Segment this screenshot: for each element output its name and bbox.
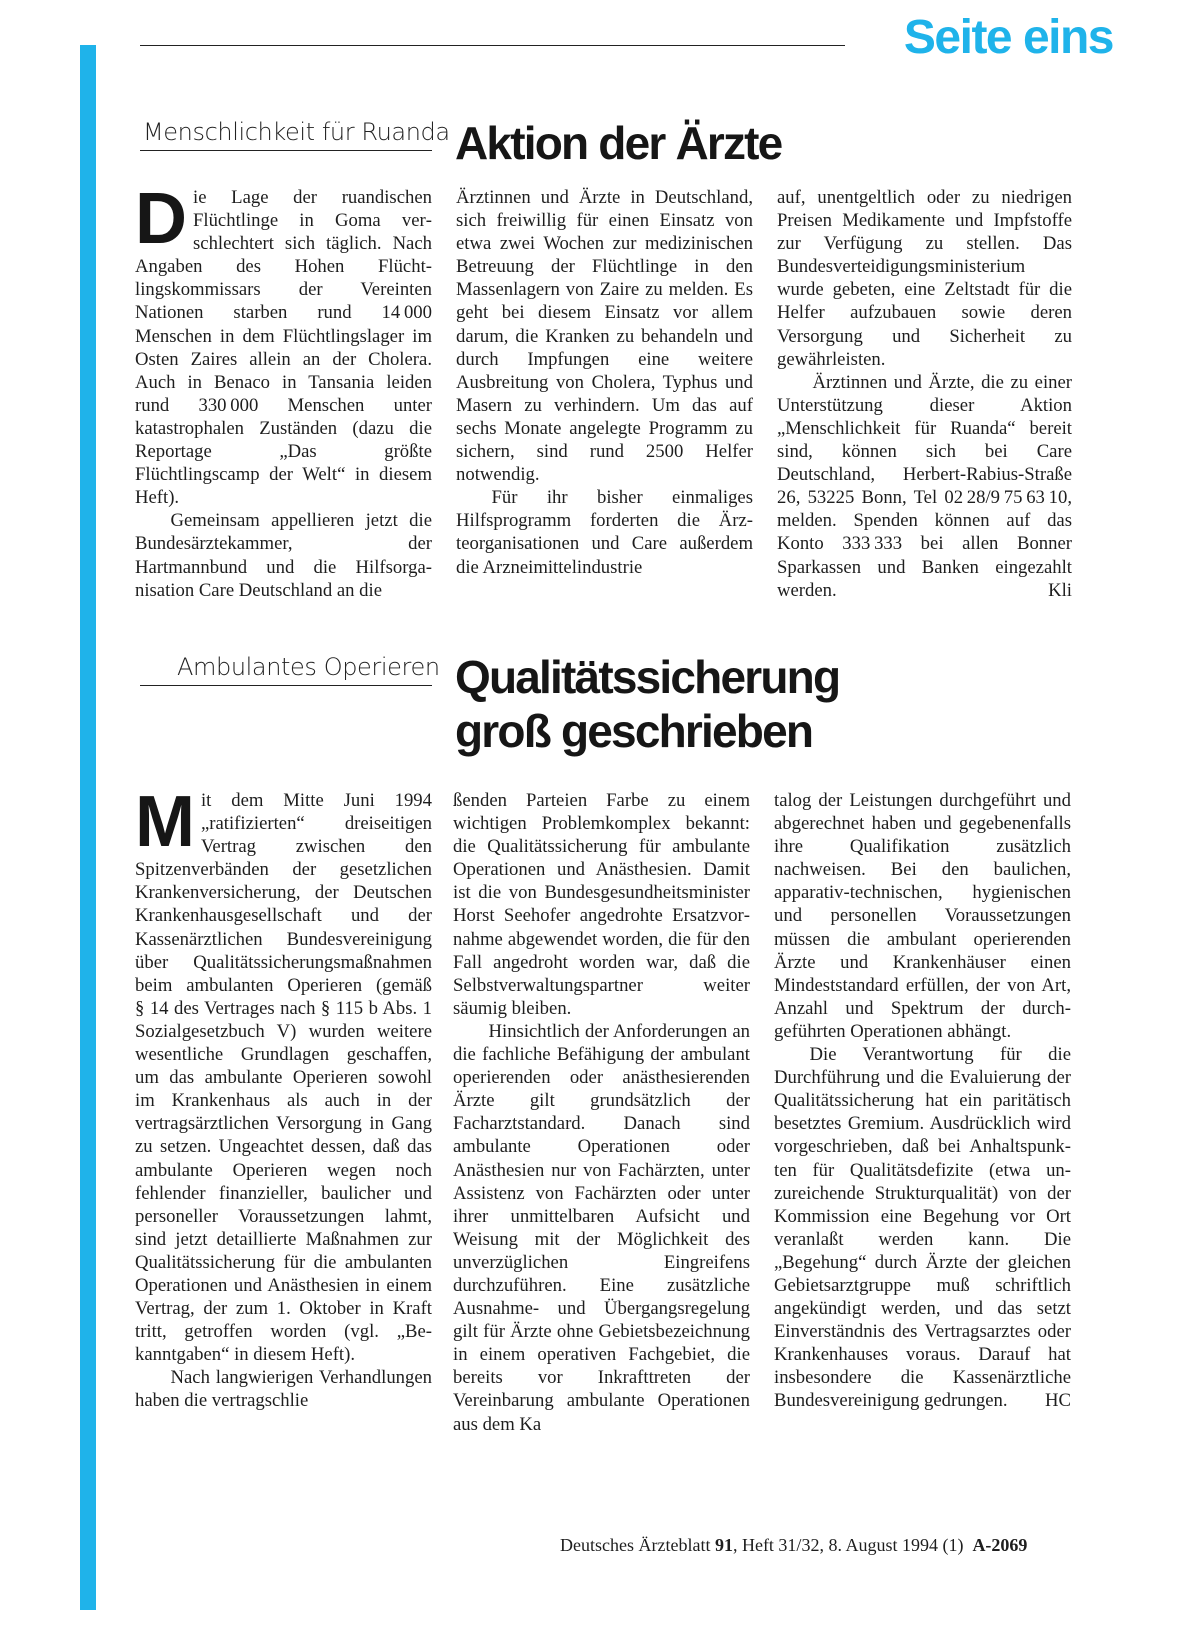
article2-column-1 xyxy=(135,782,432,1413)
paragraph: auf, unentgeltlich oder zu niedrigen Preisen Medikamente und Impfstoffe zur Verfügung zu stellen. Das Bundesverteidigungsministerium wurde gebeten, eine Zeltstadt für die Helfer aufzubauen sowie deren Versorgung und Sicherheit zu gewährleisten. xyxy=(777,187,1072,370)
paragraph xyxy=(777,371,1072,602)
page-title: Seite eins xyxy=(903,11,1113,64)
article2-headline xyxy=(455,650,839,758)
article2-kicker-rule xyxy=(140,685,432,686)
footer-issue: , Heft 31/32, 8. August 1994 (1) xyxy=(732,1535,964,1555)
paragraph: ie Lage der ruandischen Flüchtlinge in Goma verschlechtert sich täglich. Nach Angaben des Hohen Flüchtlingskommissars der Vereinten Nationen starben rund 14 000 Menschen in dem Flüchtlingslager im Osten Zaires allein an der Cholera. Auch in Benaco in Tansania leiden rund 330 000 Menschen unter katastrophalen Zuständen (dazu die Reportage „Das größte Flüchtlingscamp der Welt“ in diesem Heft). xyxy=(135,187,432,509)
paragraph: Hinsichtlich der Anforderungen an die fachliche Befähigung der ambulant operierenden oder anästhesierenden Ärzte gilt grundsätzlich der Facharztstandard. Danach sind ambulante Operationen oder Anästhesien nur von Fachärzten, unter Assistenz von Fachärzten oder unter ihrer unmittelbaren Aufsicht und Weisung mit der Möglichkeit des unverzüglichen Eingreifens durchzuführen. Eine zusätzliche Ausnahme- und Übergangsregelung gilt für Ärzte ohne Gebietsbezeichnung in einem operativen Fachgebiet, die bereits vor Inkrafttreten der Vereinbarung ambulante Operationen aus dem Ka xyxy=(453,1020,750,1435)
paragraph: it dem Mitte Juni 1994 „ratifizierten“ dreiseitigen Vertrag zwischen den Spitzenverbänden der gesetzlichen Krankenversicherung, der Deutschen Krankenhausgesellschaft und der Kassenärztlichen Bundesvereinigung über Qualitätssicherungsmaßnahmen beim ambulanten Operieren (gemäß § 14 des Vertrages nach § 115 b Abs. 1 Sozialgesetzbuch V) wurden weitere wesentliche Grundlagen geschaffen, um das ambulante Operieren sowohl im Krankenhaus als auch in der vertragsärztlichen Versorgung in Gang zu setzen. Ungeachtet dessen, daß das ambulante Operieren wegen noch fehlender finanzieller, baulicher und personeller Voraussetzungen lahmt, sind jetzt detaillierte Maßnahmen zur Qualitätssicherung für die ambulanten Operationen und Anästhesien in einem Vertrag, der zum 1. Oktober in Kraft tritt, getroffen worden (vgl. „Bekanntgaben“ in diesem Heft). xyxy=(135,790,432,1366)
author-signature: Kli xyxy=(1048,579,1072,601)
article1-column-3 xyxy=(777,186,1072,602)
paragraph: Für ihr bisher einmaliges Hilfsprogramm forderten die Ärzteorganisationen und Care außerdem die Arzneimittelindustrie xyxy=(456,487,753,578)
margin-accent-bar xyxy=(80,45,96,1610)
article1-dropcap: D xyxy=(135,179,187,259)
article2-column-2 xyxy=(453,789,750,1436)
article1-kicker: Menschlichkeit für Ruanda xyxy=(143,118,450,146)
footer-page-number: A-2069 xyxy=(972,1535,1028,1555)
paragraph: ßenden Parteien Farbe zu einem wichtigen Problemkomplex bekannt: die Qualitätssicherung für ambulante Operationen und Anästhesien. Damit ist die von Bundesgesundheitsminister Horst Seehofer angedrohte Ersatzvornahme abgewendet worden, die für den Fall angedroht worden war, daß die Selbstverwaltungspartner weiter säumig bleiben. xyxy=(453,790,750,1019)
paragraph: Ärztinnen und Ärzte in Deutschland, sich freiwillig für einen Einsatz von etwa zwei Wochen zur medizinischen Betreuung der Flüchtlinge in den Massenlagern von Zaire zu melden. Es geht bei diesem Einsatz vor allem darum, die Kranken zu behandeln und durch Impfungen eine weitere Ausbreitung von Cholera, Typhus und Masern zu verhindern. Um das auf sechs Monate angelegte Programm zu sichern, sind rund 2500 Helfer notwendig. xyxy=(456,187,753,486)
paragraph: Gemeinsam appellieren jetzt die Bundesärztekammer, der Hartmannbund und die Hilfsorganisation Care Deutschland an die xyxy=(135,510,432,601)
article2-column-3 xyxy=(774,789,1071,1413)
footer-volume: 91 xyxy=(714,1535,733,1555)
author-signature: HC xyxy=(1045,1390,1071,1412)
headline-line: Qualitätssicherung xyxy=(455,651,840,703)
paragraph: Nach langwierigen Verhandlungen haben die vertragschlie xyxy=(135,1367,432,1412)
article1-column-1 xyxy=(135,179,432,602)
footer-journal: Deutsches Ärzteblatt xyxy=(560,1535,711,1555)
paragraph-text: Ärztinnen und Ärzte, die zu einer Unterstützung dieser Aktion „Menschlichkeit für Ruanda“ bereit sind, können sich bei Care Deutschland, Herbert-Rabius-Straße 26, 53225 Bonn, Tel 02 28/9 75 63 10, melden. Spenden können auf das Konto 333 333 bei allen Bonner Sparkassen und Banken eingezahlt werden. xyxy=(777,371,1072,601)
paragraph-text: Die Verantwortung für die Durchführung und die Evaluierung der Qualitätssicherung hat ein paritätisch besetztes Gremium. Ausdrücklich wird vorgeschrieben, daß bei Anhaltspunkten für Qualitätsdefizite (etwa unzureichende Strukturqualität) von der Kommission eine Begehung vor Ort veranlaßt werden kann. Die „Begehung“ durch Ärzte der gleichen Gebietsarztgruppe muß schriftlich angekündigt werden, und das setzt Einverständnis des Vertragsarztes oder Krankenhauses voraus. Darauf hat insbesondere die Kassenärztliche Bundesvereinigung gedrungen. xyxy=(774,1044,1071,1412)
article1-kicker-rule xyxy=(140,150,432,151)
article1-column-2 xyxy=(456,186,753,579)
header-rule xyxy=(140,45,845,46)
paragraph xyxy=(774,1043,1071,1413)
headline-line: groß geschrieben xyxy=(455,705,813,757)
paragraph: talog der Leistungen durchgeführt und abgerechnet haben und gegebenenfalls ihre Qualifikation zusätzlich nachweisen. Bei den baulichen, apparativ-technischen, hygienischen und personellen Voraussetzungen müssen die ambulant operierenden Ärzte und Krankenhäuser einen Mindeststandard erfüllen, der von Art, Anzahl und Spektrum der durchgeführten Operationen abhängt. xyxy=(774,790,1071,1042)
page-footer xyxy=(560,1535,1080,1556)
article2-dropcap: M xyxy=(135,782,195,862)
article2-kicker: Ambulantes Operieren xyxy=(177,653,440,681)
article1-headline: Aktion der Ärzte xyxy=(455,117,782,169)
